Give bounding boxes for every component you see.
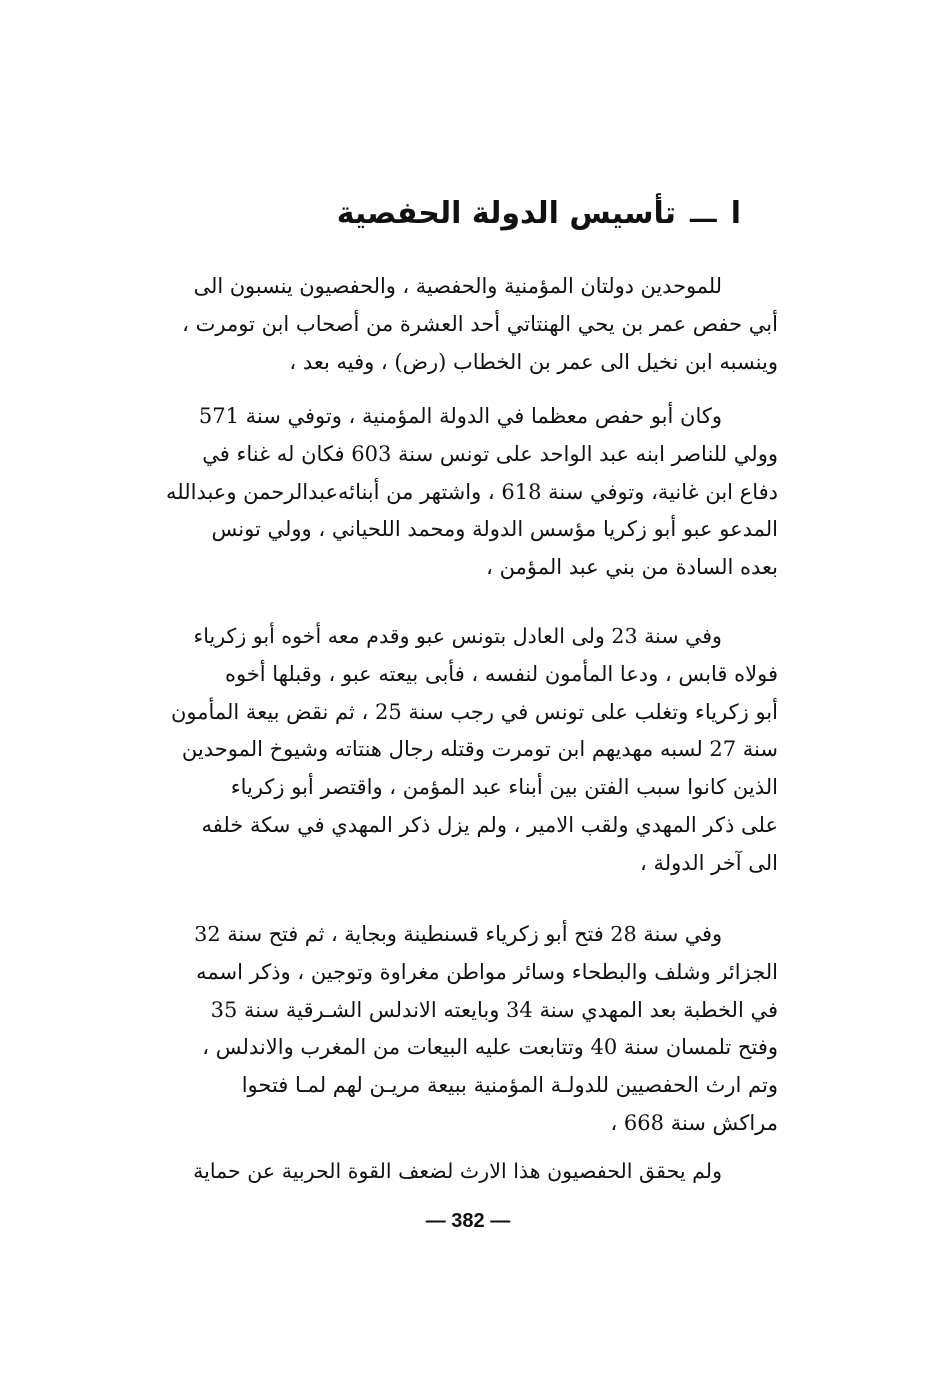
text-line: وكان أبو حفص معظما في الدولة المؤمنية ، وتوفي سنة 571 — [198, 404, 722, 428]
text-line: فولاه قابس ، ودعا المأمون لنفسه ، فأبى بيعته عبو ، وقبلها أخوه — [224, 661, 778, 686]
text-line: الى آخر الدولة ، — [640, 850, 778, 875]
text-line: سنة 27 لسبه مهديهم ابن تومرت وقتله رجال هنتاته وشيوخ الموحدين — [181, 737, 778, 762]
paragraph — [138, 916, 778, 1143]
section-heading — [337, 192, 741, 236]
page-number: — 382 — — [425, 1210, 511, 1232]
text-line: وينسبه ابن نخيل الى عمر بن الخطاب (رض) ، وفيه بعد ، — [289, 349, 778, 374]
text-line: المدعو عبو أبو زكريا مؤسس الدولة ومحمد اللحياني ، وولي تونس — [211, 517, 778, 542]
section-dash: ـــ — [690, 199, 717, 229]
text-line: بعده السادة من بني عبد المؤمن ، — [486, 555, 778, 580]
text-line: أبو زكرياء وتغلب على تونس في رجب سنة 25 ، ثم نقض بيعة المأمون — [170, 699, 778, 724]
text-line: في الخطبة بعد المهدي سنة 34 وبايعته الاندلس الشـرقية سنة 35 — [210, 997, 778, 1022]
text-line: ولم يحقق الحفصيون هذا الارث لضعف القوة الحربية عن حماية — [193, 1159, 722, 1183]
section-number: ا — [730, 196, 741, 231]
section-title: تأسيس الدولة الحفصية — [336, 196, 677, 231]
text-line: وولي للناصر ابنه عبد الواحد على تونس سنة 603 فكان له غناء في — [202, 441, 778, 466]
text-line: وفي سنة 28 فتح أبو زكرياء قسنطينة وبجاية ، ثم فتح سنة 32 — [194, 922, 722, 946]
paragraph — [138, 268, 778, 381]
text-line: دفاع ابن غانية، وتوفي سنة 618 ، واشتهر من أبنائه‌عبدالرحمن وعبدالله — [166, 479, 778, 504]
text-line: وتم ارث الحفصيين للدولـة المؤمنية ببيعة مريـن لهم لمـا فتحوا — [241, 1073, 778, 1098]
text-line: وفي سنة 23 ولى العادل بتونس عبو وقدم معه أخوه أبو زكرياء — [193, 624, 722, 648]
paragraph — [138, 398, 778, 587]
text-line: على ذكر المهدي ولقب الامير ، ولم يزل ذكر المهدي في سكة خلفه — [201, 812, 778, 837]
text-line: الذين كانوا سبب الفتن بين أبناء عبد المؤمن ، واقتصر أبو زكرياء — [230, 775, 778, 800]
text-line: أبي حفص عمر بن يحي الهنتاتي أحد العشرة من أصحاب ابن تومرت ، — [182, 311, 778, 336]
text-line: للموحدين دولتان المؤمنية والحفصية ، والحفصيون ينسبون الى — [193, 274, 722, 298]
text-line: مراكش سنة 668 ، — [610, 1110, 778, 1135]
text-line: وفتح تلمسان سنة 40 وتتابعت عليه البيعات من المغرب والاندلس ، — [202, 1035, 778, 1060]
paragraph — [138, 618, 778, 883]
paragraph — [138, 1153, 778, 1191]
text-line: الجزائر وشلف والبطحاء وسائر مواطن مغراوة وتوجين ، وذكر اسمه — [196, 959, 778, 984]
